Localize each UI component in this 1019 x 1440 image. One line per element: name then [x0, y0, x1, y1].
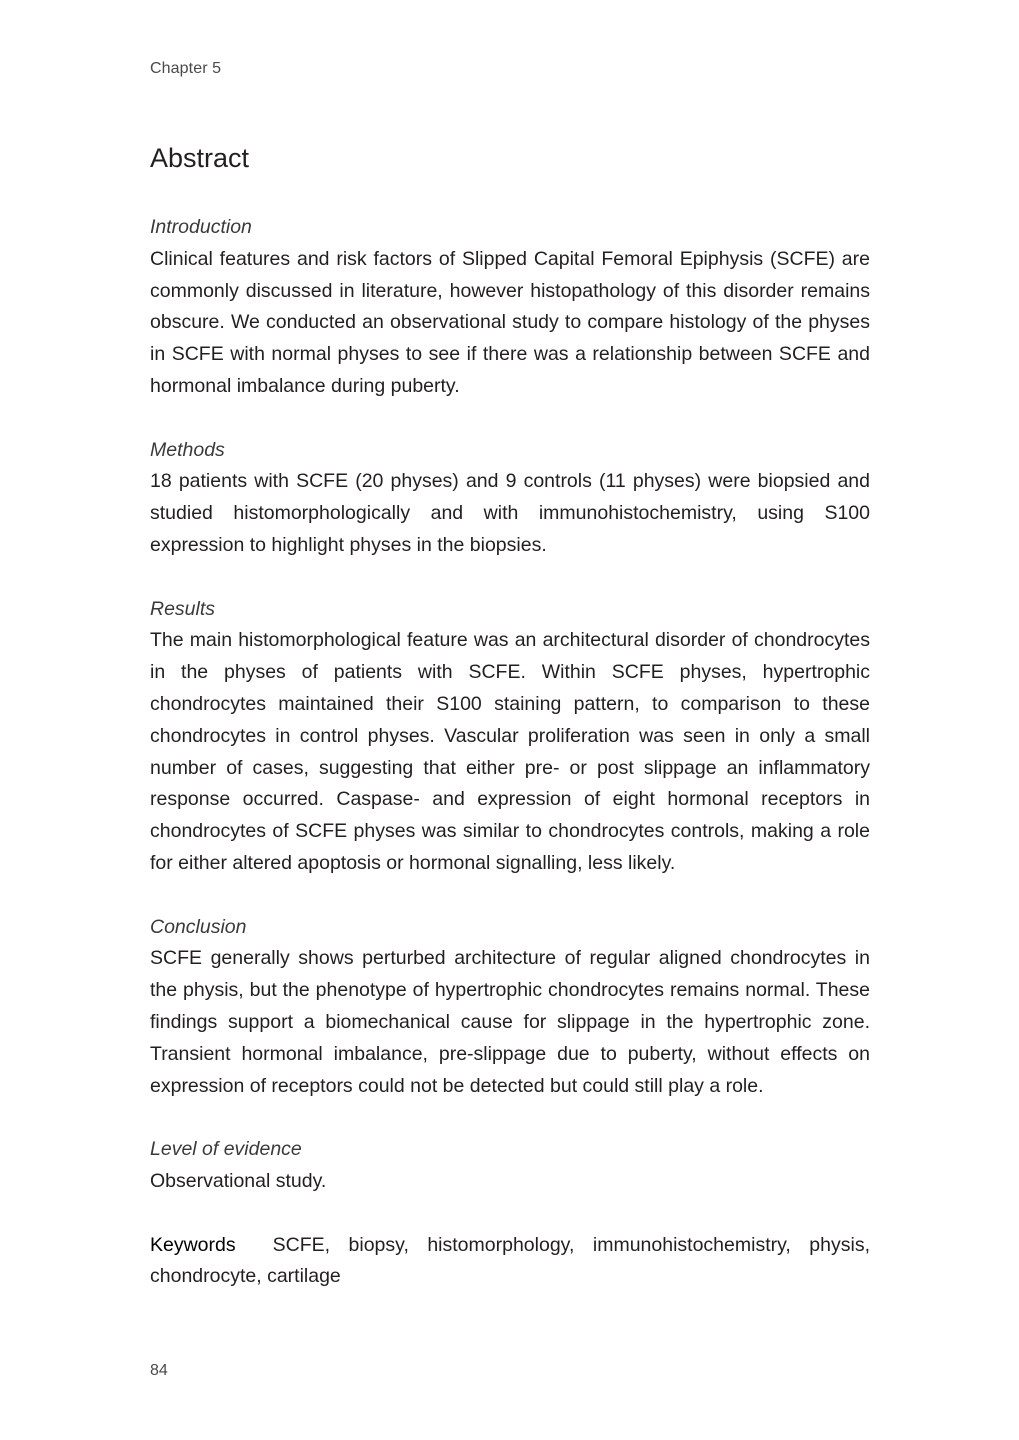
section-text: Observational study. [150, 1169, 327, 1192]
page-number: 84 [150, 1362, 168, 1379]
section-text: The main histomorphological feature was an architectural disorder of chondrocytes in the physes of patients with SCFE. Within SCFE physes, hypertrophic chondrocytes maintained their S100 staining pattern, to comparison to these chondrocytes in control physes. Vascular proliferation was seen in only a small number of cases, suggesting that either pre- or post slippage an inflammatory response occurred. Caspase- and expression of eight hormonal receptors in chondrocytes of SCFE physes was similar to chondrocytes controls, making a role for either altered apoptosis or hormonal signalling, less likely. [150, 629, 870, 874]
section-heading: Introduction [150, 216, 252, 238]
section-heading: Methods [150, 438, 225, 461]
keywords-text: SCFE, biopsy, histomorphology, immunohistochemistry, physis, chondrocyte, cartilage [150, 1233, 870, 1288]
section-text: 18 patients with SCFE (20 physes) and 9 controls (11 physes) were biopsied and studied histomorphologically and with immunohistochemistry, using S100 expression to highlight physes in the biopsies. [150, 470, 870, 556]
section-level-of-evidence [150, 1134, 870, 1198]
abstract-body [150, 212, 870, 1325]
section-text: SCFE generally shows perturbed architecture of regular aligned chondrocytes in the physis, but the phenotype of hypertrophic chondrocytes remains normal. These findings support a biomechanical cause for slippage in the hypertrophic zone. Transient hormonal imbalance, pre-slippage due to puberty, without effects on expression of receptors could not be detected but could still play a role. [150, 947, 870, 1097]
keywords-label: Keywords [150, 1233, 236, 1256]
section-text: Clinical features and risk factors of Slipped Capital Femoral Epiphysis (SCFE) are commonly discussed in literature, however histopathology of this disorder remains obscure. We conducted an observational study to compare histology of the physes in SCFE with normal physes to see if there was a relationship between SCFE and hormonal imbalance during puberty. [150, 247, 870, 397]
section-heading: Level of evidence [150, 1138, 302, 1161]
section-methods [150, 435, 870, 562]
page-title: Abstract [150, 143, 250, 173]
section-introduction [150, 212, 870, 403]
section-results [150, 594, 870, 880]
section-heading: Conclusion [150, 915, 247, 938]
section-conclusion [150, 912, 870, 1103]
running-header: Chapter 5 [150, 60, 222, 77]
keywords [150, 1230, 870, 1294]
section-heading: Results [150, 597, 216, 620]
